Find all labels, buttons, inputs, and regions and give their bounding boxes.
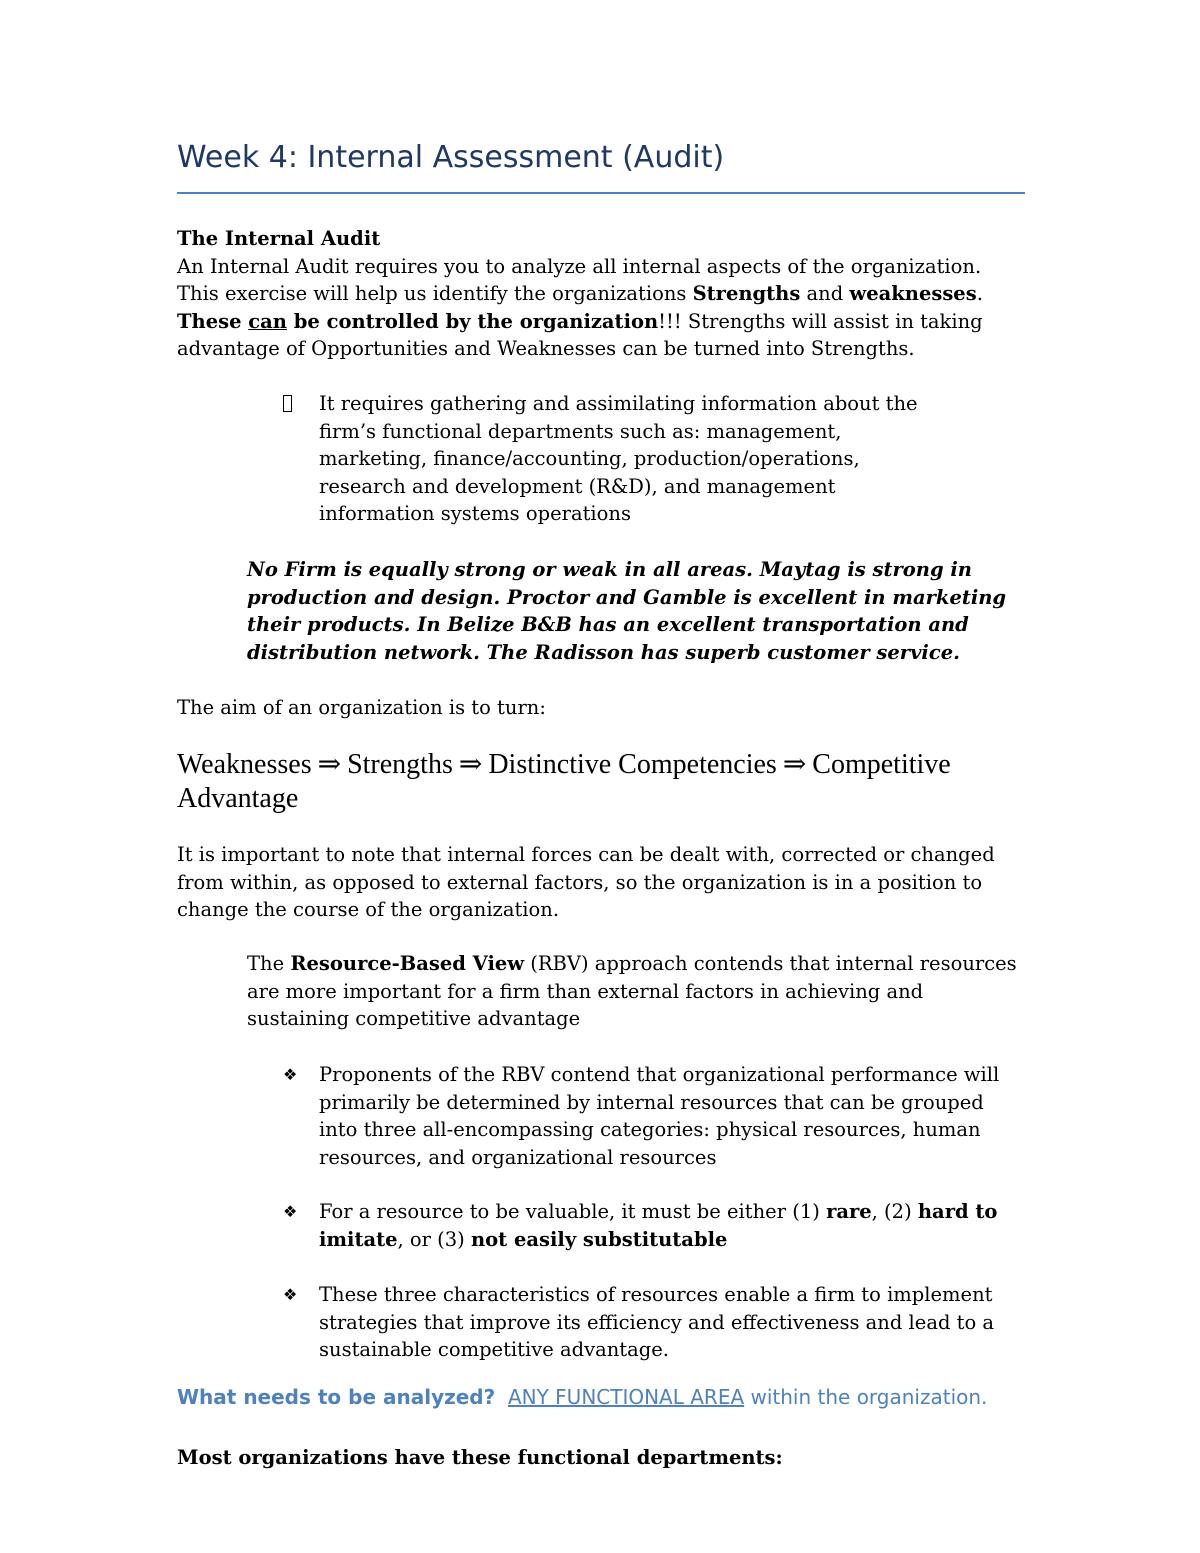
- closing-heading: Most organizations have these functional departments:: [177, 1446, 783, 1469]
- rbv-term: Resource-Based View: [290, 952, 525, 975]
- b2-pre: For a resource to be valuable, it must be either (1): [319, 1200, 827, 1223]
- line2-pre: This exercise will help us identify the organizations: [177, 282, 693, 305]
- rbv-bullet-2-text: [319, 1198, 1025, 1253]
- internal-audit-line2: [177, 280, 1025, 308]
- rbv-bullet-2: [283, 1198, 1025, 1254]
- analysis-question: [177, 1382, 1025, 1412]
- examples-italic-paragraph: No Firm is equally strong or weak in all areas. Maytag is strong in production and design. Proctor and Gamble is excellent in marketing their products. In Belize B&B has an excellent transportation and distribution network. The Radisson has superb customer service.: [247, 558, 1007, 664]
- not-substitutable-term: not easily substitutable: [471, 1227, 728, 1251]
- title-underline-rule: [177, 192, 1025, 194]
- line2-and: and: [800, 282, 850, 305]
- internal-audit-section: [177, 225, 1025, 363]
- rbv-bullet-1-text: Proponents of the RBV contend that organizational performance will primarily be determined by internal resources that can be grouped into three all-encompassing categories: physical resources, human resources, and organizational resources: [319, 1063, 1000, 1169]
- these-text: These: [177, 309, 249, 333]
- diamond-bullet-icon: ❖: [283, 1202, 298, 1221]
- rbv-bullet-3: [283, 1281, 1025, 1365]
- rbv-rest: (RBV) approach contends that internal resources are more important for a firm than external factors in achieving and sustaining competitive advantage: [247, 952, 1017, 1030]
- question-rest: within the organization.: [744, 1385, 988, 1409]
- chain-distinctive-competencies: Distinctive Competencies: [488, 749, 777, 780]
- rbv-pre: The: [247, 952, 291, 975]
- can-emphasis: can: [248, 309, 287, 333]
- page-title: Week 4: Internal Assessment (Audit): [177, 140, 725, 175]
- hard-to-imitate-term: hard to imitate: [319, 1200, 998, 1251]
- diamond-bullet-icon: ❖: [283, 1065, 298, 1084]
- internal-audit-line3: [177, 308, 987, 363]
- chain-strengths: Strengths: [347, 749, 453, 780]
- functional-bullet-item: [283, 390, 1025, 530]
- arrow-right-icon: ⇒: [317, 749, 342, 780]
- weaknesses-term: weaknesses: [849, 282, 977, 305]
- rare-term: rare: [826, 1200, 872, 1223]
- b2-mid2: , or (3): [397, 1227, 471, 1251]
- line2-end: .: [976, 282, 983, 305]
- strengths-term: Strengths: [692, 282, 801, 305]
- question-text: What needs to be analyzed?: [177, 1385, 496, 1409]
- arrow-right-icon: ⇒: [458, 749, 483, 780]
- rbv-bullet-3-text: These three characteristics of resources enable a firm to implement strategies that improve its efficiency and effectiveness and lead to a sustainable competitive advantage.: [319, 1283, 995, 1361]
- internal-audit-heading: The Internal Audit: [177, 227, 381, 250]
- functional-bullet-text: It requires gathering and assimilating information about the firm’s functional departments such as: management, marketing, finance/accounting, production/operations, research and development (R&D), and management information systems operations: [319, 392, 918, 525]
- aim-text: The aim of an organization is to turn:: [177, 696, 546, 719]
- rbv-paragraph: [247, 950, 1025, 1033]
- competency-chain: [177, 748, 1025, 816]
- internal-audit-line1: An Internal Audit requires you to analyze all internal aspects of the organization.: [177, 254, 982, 278]
- important-note-paragraph: It is important to note that internal forces can be dealt with, corrected or changed from within, as opposed to external factors, so the organization is in a position to change the course of the organization.: [177, 843, 995, 921]
- chain-competitive-advantage: Competitive Advantage: [177, 749, 951, 814]
- controlled-text: be controlled by the organization: [286, 309, 659, 333]
- line3-rest: !!! Strengths will assist in taking advantage of Opportunities and Weaknesses can be turned into Strengths.: [177, 309, 983, 360]
- b2-mid1: , (2): [871, 1200, 918, 1223]
- diamond-bullet-icon: ❖: [283, 1285, 298, 1304]
- arrow-right-icon: ⇒: [782, 749, 807, 780]
- missing-glyph-icon: [283, 390, 313, 421]
- chain-weaknesses: Weaknesses: [177, 749, 312, 780]
- rbv-bullet-1: [283, 1061, 1025, 1173]
- functional-area-link[interactable]: ANY FUNCTIONAL AREA: [507, 1385, 745, 1409]
